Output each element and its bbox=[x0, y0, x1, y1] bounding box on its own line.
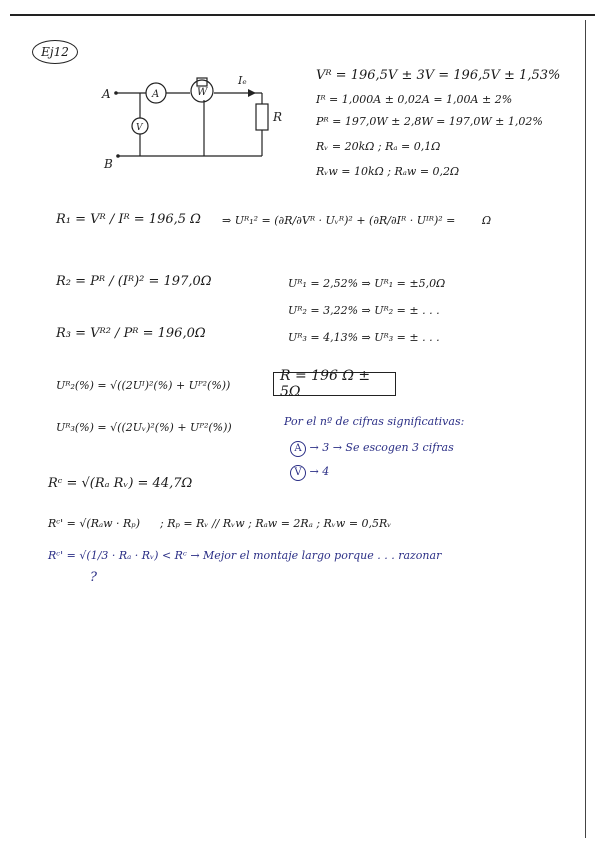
eq-rc-prime: Rᶜ' = √(Rₐw · Rₚ) bbox=[48, 517, 140, 530]
eq-ur2-formula: Uᴿ₂(%) = √((2Uᴵ)²(%) + Uᴾ²(%)) bbox=[56, 379, 231, 392]
sig-figs-ammeter-text: → 3 → Se escogen 3 cifras bbox=[309, 441, 454, 454]
eq-r1-uncertainty: ⇒ Uᴿ₁² = (∂R/∂Vᴿ · Uᵥᴿ)² + (∂R/∂Iᴿ · Uᴵᴿ)² = bbox=[222, 214, 456, 227]
voltmeter-label: V bbox=[136, 123, 143, 133]
eq-r1-unit: Ω bbox=[482, 214, 492, 227]
node-b-label: B bbox=[104, 157, 113, 171]
given-voltage: Vᴿ = 196,5V ± 3V = 196,5V ± 1,53% bbox=[316, 68, 561, 83]
sig-figs-voltmeter bbox=[290, 464, 329, 481]
final-result-box bbox=[273, 368, 396, 400]
wattmeter-label: W bbox=[197, 87, 208, 98]
eq-r1: R₁ = Vᴿ / Iᴿ = 196,5 Ω bbox=[56, 212, 201, 227]
sig-figs-note: Por el nº de cifras significativas: bbox=[284, 415, 465, 428]
current-label: Iₑ bbox=[238, 74, 247, 87]
ammeter-label: A bbox=[152, 89, 160, 100]
eq-rc: Rᶜ = √(Rₐ Rᵥ) = 44,7Ω bbox=[48, 476, 193, 491]
given-rvw-raw: Rᵥw = 10kΩ ; Rₐw = 0,2Ω bbox=[316, 165, 460, 178]
resistor-label: R bbox=[273, 110, 283, 124]
node-a-label: A bbox=[102, 87, 111, 101]
sig-figs-ammeter bbox=[290, 440, 454, 457]
given-current: Iᴿ = 1,000A ± 0,02A = 1,00A ± 2% bbox=[316, 93, 513, 106]
given-power: Pᴿ = 197,0W ± 2,8W = 197,0W ± 1,02% bbox=[316, 115, 543, 128]
given-rv-ra: Rᵥ = 20kΩ ; Rₐ = 0,1Ω bbox=[316, 140, 441, 153]
eq-rp-relations: ; Rₚ = Rᵥ // Rᵥw ; Rₐw = 2Rₐ ; Rᵥw = 0,5Rᵥ bbox=[160, 517, 392, 530]
eq-r2: R₂ = Pᴿ / (Iᴿ)² = 197,0Ω bbox=[56, 274, 212, 289]
eq-ur3-pct: Uᴿ₃ = 4,13% ⇒ Uᴿ₃ = ± . . . bbox=[288, 331, 440, 344]
eq-ur2-pct: Uᴿ₂ = 3,22% ⇒ Uᴿ₂ = ± . . . bbox=[288, 304, 440, 317]
voltmeter-circle-icon: V bbox=[290, 465, 306, 481]
question-mark: ? bbox=[90, 570, 97, 585]
exercise-label: Ej12 bbox=[32, 40, 78, 64]
eq-ur3-formula: Uᴿ₃(%) = √((2Uᵥ)²(%) + Uᴾ²(%)) bbox=[56, 421, 232, 434]
eq-r3: R₃ = Vᴿ² / Pᴿ = 196,0Ω bbox=[56, 326, 206, 341]
sig-figs-voltmeter-text: → 4 bbox=[309, 465, 330, 478]
ammeter-circle-icon: A bbox=[290, 441, 306, 457]
eq-rc-compare: Rᶜ' = √(1/3 · Rₐ · Rᵥ) < Rᶜ → Mejor el montaje largo porque . . . razonar bbox=[48, 549, 442, 562]
eq-ur1-pct: Uᴿ₁ = 2,52% ⇒ Uᴿ₁ = ±5,0Ω bbox=[288, 277, 446, 290]
final-result: R = 196 Ω ± 5Ω bbox=[280, 368, 371, 400]
